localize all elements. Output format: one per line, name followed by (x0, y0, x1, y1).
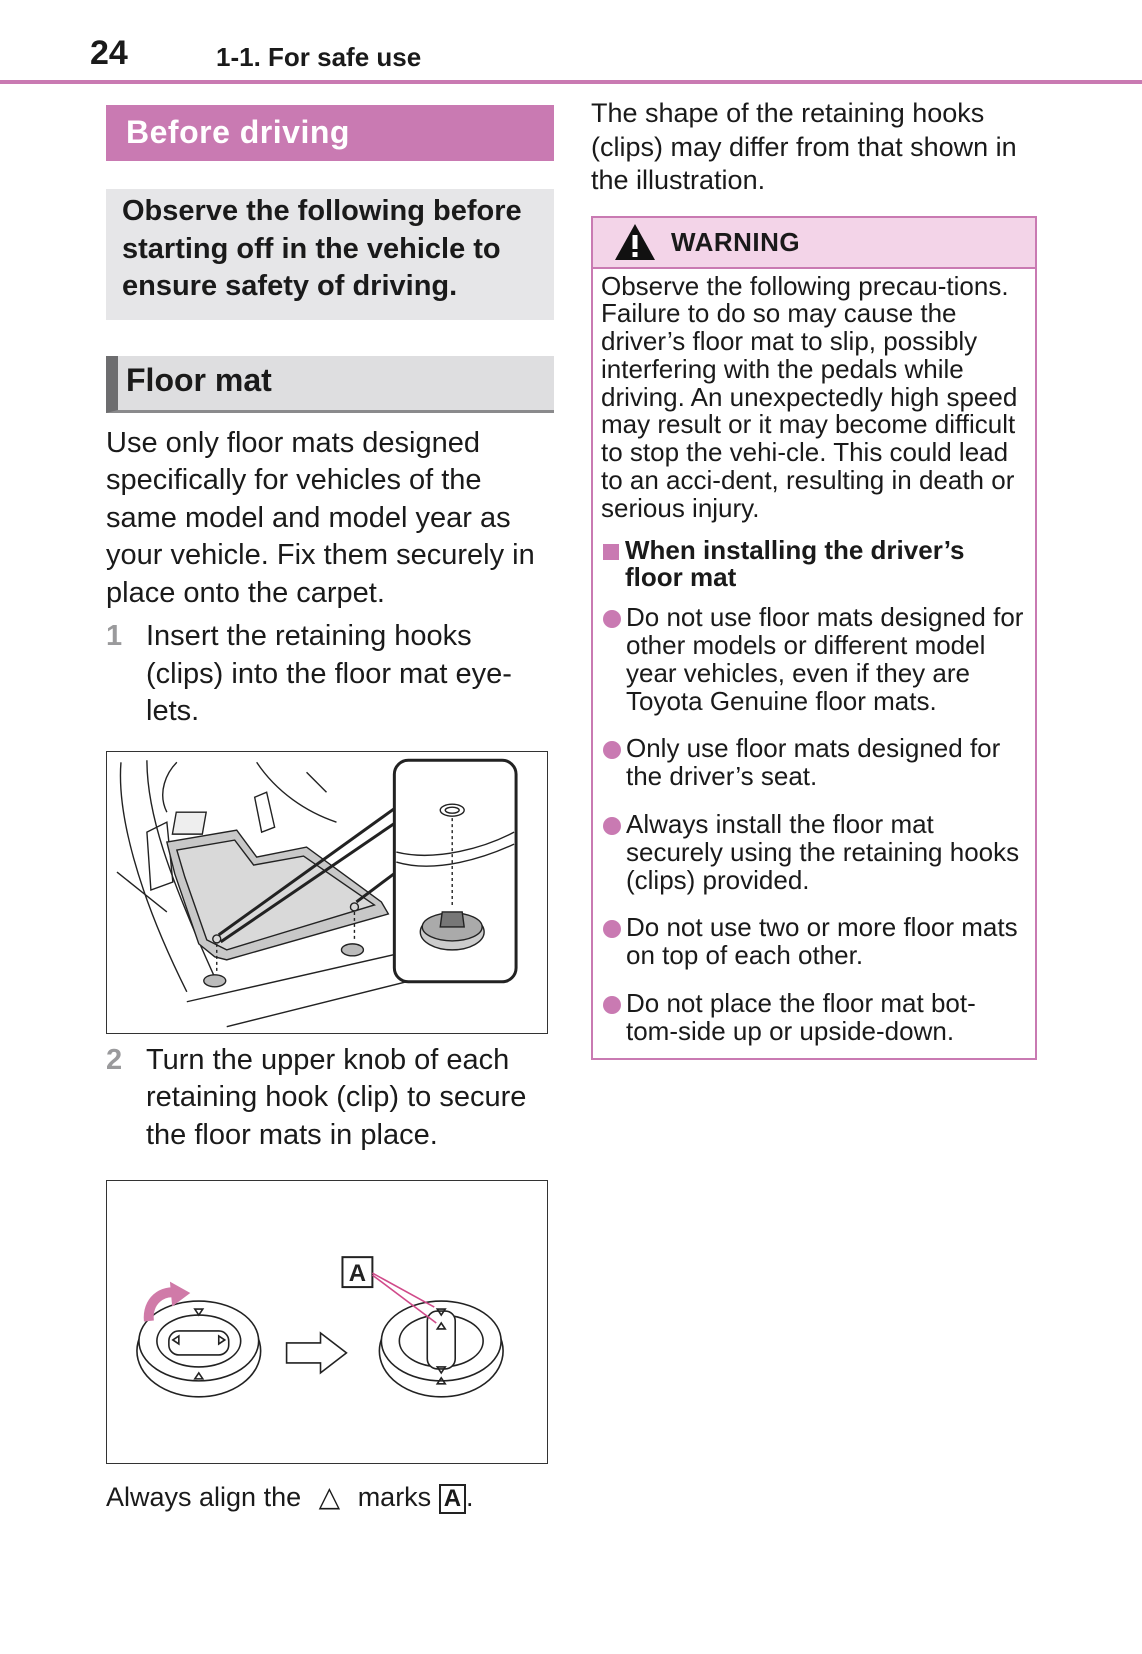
step-2-text: Turn the upper knob of each retaining hook (clip) to secure the floor mats in place. (146, 1043, 527, 1151)
floor-mat-hook-diagram (107, 752, 546, 1032)
knob-rotation-diagram (107, 1181, 546, 1462)
bullet-dot-icon (603, 741, 621, 759)
warning-bullet-text: Do not use two or more floor mats on top of each other. (626, 912, 1018, 971)
caption-label-a: A (439, 1484, 466, 1514)
bullet-dot-icon (603, 996, 621, 1014)
step-1 (106, 618, 554, 731)
warning-bullet-text: Do not use floor mats designed for other models or different model year vehicles, even if they are Toyota Genuine floor mats. (626, 602, 1024, 716)
bullet-dot-icon (603, 817, 621, 835)
warning-bullet (601, 914, 1027, 970)
figure-label-a: A (348, 1260, 367, 1288)
warning-bullet (601, 604, 1027, 715)
step-1-number: 1 (106, 620, 123, 652)
warning-triangle-icon (613, 222, 657, 262)
step-2 (106, 1042, 554, 1155)
step-1-text: Insert the retaining hooks (clips) into the floor mat eye-lets. (146, 620, 512, 727)
warning-bullet-text: Only use floor mats designed for the driver’s seat. (626, 733, 1001, 792)
page-number: 24 (90, 34, 128, 72)
triangle-mark-icon: △ (318, 1481, 341, 1512)
step-2-number: 2 (106, 1043, 123, 1076)
alignment-caption (106, 1478, 554, 1516)
floor-mat-heading: Floor mat (106, 356, 554, 413)
knob-rotation-illustration (106, 1180, 548, 1464)
warning-intro: Observe the following precau-tions. (601, 270, 1009, 301)
warning-bullet (601, 735, 1027, 791)
before-driving-heading: Before driving (106, 105, 554, 161)
warning-bullet (601, 990, 1027, 1046)
warning-bullet (601, 811, 1027, 894)
section-title: 1-1. For safe use (216, 42, 422, 72)
bullet-dot-icon (603, 920, 621, 938)
floor-mat-body: Use only floor mats designed specifically for vehicles of the same model and model year as your vehicle. Fix them securely in place onto the carpet. (106, 426, 535, 609)
caption-text-end: . (466, 1482, 474, 1512)
warning-consequence: Failure to do so may cause the driver’s floor mat to slip, possibly interfering with the pedals while driving. An unexpectedly high speed may result or it may become difficult to stop the vehi-cle. This could lead to an acci-dent, resulting in death or serious injury. (601, 298, 1018, 523)
square-bullet-icon (603, 544, 619, 560)
intro-box: Observe the following before starting off in the vehicle to ensure safety of driving. (106, 189, 554, 320)
left-column (106, 105, 554, 1516)
warning-bullet-text: Do not place the floor mat bot-tom-side up or upside-down. (626, 988, 976, 1046)
header-rule (0, 80, 1142, 84)
warning-header (593, 218, 1035, 269)
right-column (591, 97, 1037, 1060)
caption-text-start: Always align the (106, 1482, 302, 1512)
warning-box (591, 216, 1037, 1060)
warning-body (593, 269, 1035, 1058)
bullet-dot-icon (603, 610, 621, 628)
floor-mat-illustration (106, 751, 548, 1034)
hook-shape-note: The shape of the retaining hooks (clips) may differ from that shown in the illustration. (591, 98, 1017, 195)
warning-subheading-text: When installing the driver’s floor mat (625, 534, 965, 593)
warning-bullet-text: Always install the floor mat securely using the retaining hooks (clips) provided. (626, 809, 1020, 895)
warning-title: WARNING (671, 226, 801, 257)
warning-subheading (601, 534, 1027, 593)
caption-text-mid: marks (357, 1482, 432, 1512)
